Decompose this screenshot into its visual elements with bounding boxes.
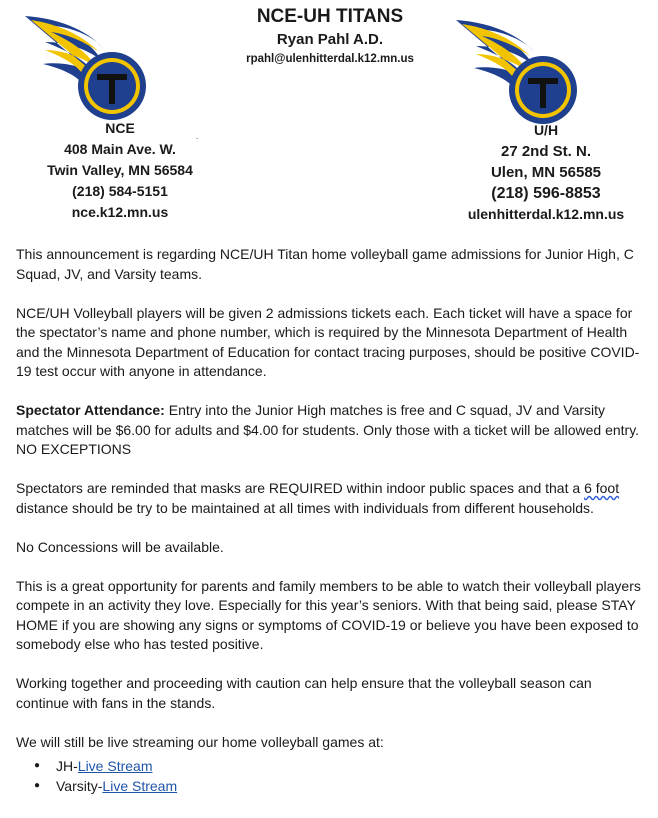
titans-flame-logo-right — [448, 14, 598, 134]
website: ulenhitterdal.k12.mn.us — [467, 206, 625, 222]
paragraph-tickets: NCE/UH Volleyball players will be given 2 admissions tickets each. Each ticket will have a space for the spectator’s name and phone number, which is required by the Minnesota Department of Health and the Minnesota Department of Education for contact tracing purposes, should be positive COVID-19 test occur with anyone in attendance. — [16, 304, 640, 379]
stream-prefix: JH- — [56, 758, 78, 774]
paragraph-spectator-attendance — [16, 401, 644, 460]
livestream-list — [16, 756, 644, 796]
jh-live-stream-link[interactable]: Live Stream — [77, 758, 153, 774]
city-state-zip: Ulen, MN 56585 — [490, 164, 602, 181]
phone-number: (218) 584-5151 — [72, 183, 168, 199]
paragraph-intro: This announcement is regarding NCE/UH Titan home volleyball game admissions for Junior High, C Squad, JV, and Varsity teams. — [16, 246, 634, 282]
street-address: 27 2nd St. N. — [500, 143, 592, 160]
page-title: NCE-UH TITANS — [256, 6, 404, 27]
paragraph-opportunity: This is a great opportunity for parents and family members to be able to watch their volleyball players compete in an activity they love. Especially for this year’s seniors. With that being said, please STAY HOME if you are showing any signs or symptoms of COVID-19 or believe you have been exposed to somebody else who has tested positive. — [16, 577, 641, 652]
masks-text-part1: Spectators are reminded that masks are REQUIRED within indoor public spaces and that a — [16, 480, 585, 496]
announcement-body — [16, 245, 644, 796]
paragraph-masks — [16, 479, 644, 518]
website: nce.k12.mn.us — [71, 204, 169, 220]
street-address: 408 Main Ave. W. — [64, 141, 176, 157]
spectator-attendance-label: Spectator Attendance: — [16, 402, 165, 418]
titans-flame-logo-left — [15, 8, 165, 128]
phone-number: (218) 596-8853 — [491, 185, 601, 202]
paragraph-concessions: No Concessions will be available. — [16, 538, 224, 555]
uh-address-block — [446, 120, 646, 225]
stream-prefix: Varsity- — [56, 778, 103, 794]
stray-dot: . — [196, 132, 199, 141]
paragraph-livestream: We will still be live streaming our home volleyball games at: — [16, 733, 384, 750]
school-name: U/H — [533, 122, 559, 138]
list-item-varsity — [56, 776, 644, 796]
varsity-live-stream-link[interactable]: Live Stream — [102, 778, 178, 794]
list-item-jh — [56, 756, 644, 776]
spellcheck-underlined-text: 6 foot — [584, 480, 620, 496]
school-name: NCE — [105, 120, 135, 136]
masks-text-part2: distance should be try to be maintained at all times with individuals from different households. — [16, 499, 594, 516]
nce-address-block — [20, 118, 220, 223]
spectator-attendance-text: Entry into the Junior High matches is free and C squad, JV and Varsity matches will be $6.00 for adults and $4.00 for students. Only those with a ticket will be allowed entry. NO EXCEPTIONS — [16, 402, 640, 457]
athletic-director-name: Ryan Pahl A.D. — [276, 31, 384, 48]
contact-email: rpahl@ulenhitterdal.k12.mn.us — [246, 53, 414, 65]
paragraph-caution: Working together and proceeding with caution can help ensure that the volleyball season can continue with fans in the stands. — [16, 675, 592, 711]
city-state-zip: Twin Valley, MN 56584 — [47, 162, 193, 178]
